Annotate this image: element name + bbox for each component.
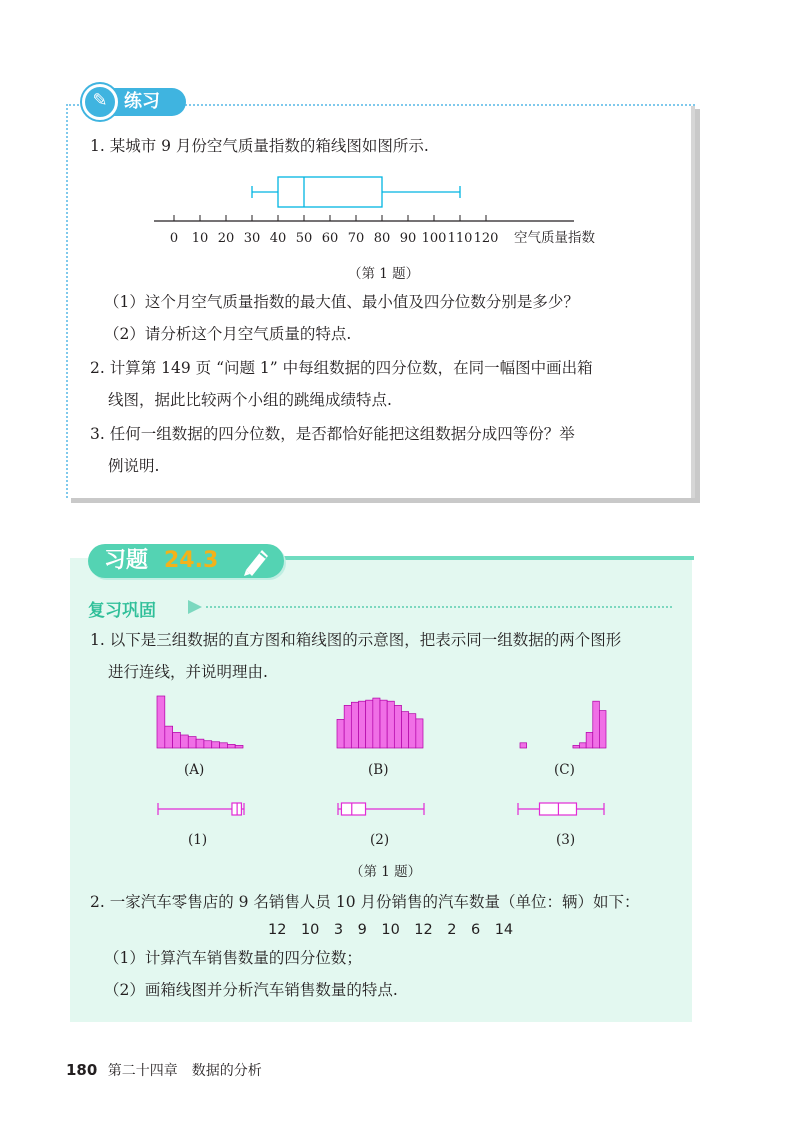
x-tick-label: 40 (269, 231, 287, 246)
x-tick-label: 80 (373, 231, 391, 246)
x-tick-label: 30 (243, 231, 261, 246)
histogram-bar (394, 705, 401, 748)
histogram-bar (409, 714, 416, 748)
practice-badge-icon: ✎ (82, 84, 118, 120)
histogram-bar (359, 701, 366, 748)
review-label: 复习巩固 (88, 601, 156, 621)
histogram-bar (380, 700, 387, 748)
histogram-bar (344, 705, 351, 748)
histogram-bar (573, 745, 580, 748)
histogram-bar (227, 744, 235, 748)
exercise-q2-sub1: （1）计算汽车销售数量的四分位数； (104, 949, 362, 967)
x-axis-label: 空气质量指数 (514, 230, 595, 246)
histogram-C (510, 690, 620, 752)
x-tick-label: 60 (321, 231, 339, 246)
practice-q3-line2: 例说明. (108, 457, 160, 475)
triangle-arrow-icon (186, 598, 204, 616)
histogram-bar (157, 696, 165, 748)
histogram-bar (220, 743, 228, 748)
histogram-label-B: (B) (368, 762, 389, 778)
practice-q3-line1: 3. 任何一组数据的四分位数，是否都恰好能把这组数据分成四等份？举 (90, 425, 575, 443)
practice-q2-line2: 线图，据此比较两个小组的跳绳成绩特点. (108, 391, 392, 409)
boxplot-label-1: (1) (188, 832, 208, 848)
exercise-q1-line2: 进行连线，并说明理由. (108, 663, 268, 681)
histogram-bar (337, 719, 344, 748)
practice-q1: 1. 某城市 9 月份空气质量指数的箱线图如图所示. (90, 137, 429, 155)
histogram-bar (351, 702, 358, 748)
histogram-bar (586, 732, 593, 748)
exercise-tab-label: 习题 (104, 548, 149, 573)
histogram-bar (235, 745, 243, 748)
boxplot-label-2: (2) (370, 832, 390, 848)
histogram-bar (520, 743, 527, 748)
boxplot-3 (510, 796, 620, 822)
x-tick-label: 70 (347, 231, 365, 246)
histogram-bar (416, 719, 423, 748)
histogram-bar (165, 726, 173, 748)
x-tick-label: 100 (421, 231, 447, 246)
histogram-bar (173, 732, 181, 748)
histogram-bar (580, 743, 587, 748)
boxplot-1 (150, 796, 260, 822)
pencil-icon (236, 544, 276, 578)
page-number: 180 (66, 1061, 98, 1079)
histogram-bar (366, 700, 373, 748)
histogram-bar (180, 735, 188, 748)
histogram-label-A: (A) (184, 762, 205, 778)
exercise-q1-caption: （第 1 题） (350, 864, 422, 880)
histogram-bar (212, 742, 220, 748)
exercise-tab-number: 24.3 (164, 548, 219, 573)
boxplot-2 (330, 796, 440, 822)
exercise-q2-sub2: （2）画箱线图并分析汽车销售数量的特点. (104, 981, 398, 999)
x-tick-label: 20 (217, 231, 235, 246)
x-tick-label: 0 (169, 231, 179, 246)
histogram-bar (196, 739, 204, 748)
practice-tab-label: 练习 (124, 91, 160, 112)
exercise-q2-line1: 2. 一家汽车零售店的 9 名销售人员 10 月份销售的汽车数量（单位：辆）如下： (90, 893, 640, 911)
exercise-q1-line1: 1. 以下是三组数据的直方图和箱线图的示意图，把表示同一组数据的两个图形 (90, 631, 622, 649)
practice-q1-caption: （第 1 题） (348, 266, 420, 282)
histogram-bar (593, 701, 600, 748)
chapter-title: 第二十四章 数据的分析 (107, 1063, 262, 1079)
practice-q1-sub2: （2）请分析这个月空气质量的特点. (104, 325, 352, 343)
practice-q1-sub1: （1）这个月空气质量指数的最大值、最小值及四分位数分别是多少？ (104, 293, 579, 311)
histogram-label-C: (C) (554, 762, 575, 778)
x-tick-label: 50 (295, 231, 313, 246)
iqr-box (341, 803, 365, 815)
histogram-bar (387, 701, 394, 748)
histogram-B (330, 690, 440, 752)
aqi-boxplot-chart (150, 170, 630, 250)
histogram-bar (204, 741, 212, 748)
x-tick-label: 120 (473, 231, 499, 246)
x-tick-label: 90 (399, 231, 417, 246)
histogram-bar (599, 711, 606, 748)
histogram-bar (402, 712, 409, 748)
x-tick-label: 110 (447, 231, 473, 246)
histogram-bar (188, 737, 196, 748)
iqr-box (278, 177, 382, 207)
boxplot-label-3: (3) (556, 832, 576, 848)
review-dotted-line (206, 606, 672, 608)
histogram-A (150, 690, 260, 752)
x-tick-label: 10 (191, 231, 209, 246)
practice-q2-line1: 2. 计算第 149 页 “问题 1” 中每组数据的四分位数，在同一幅图中画出箱 (90, 359, 593, 377)
histogram-bar (373, 698, 380, 748)
page-footer (66, 1060, 262, 1080)
exercise-q2-data: 12 10 3 9 10 12 2 6 14 (268, 922, 514, 938)
